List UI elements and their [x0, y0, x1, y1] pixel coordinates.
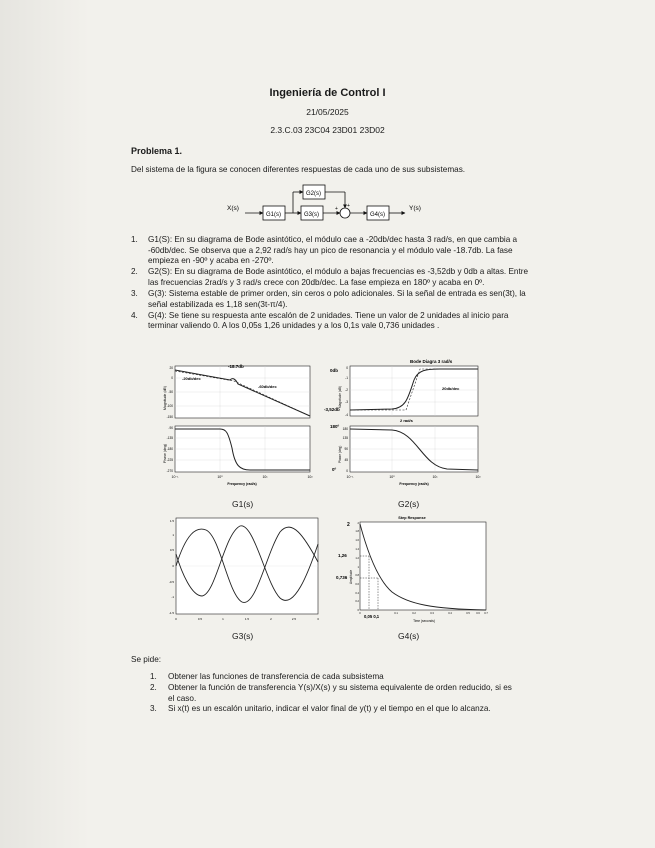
g1-freq-tick: 10⁻¹ — [171, 475, 179, 479]
g2-phase-tick: 180 — [342, 427, 348, 431]
g1-mag-tick: -50 — [168, 390, 173, 394]
g2-annotation-slope: 20db/dec — [442, 386, 460, 391]
g3-x-tick: 2.5 — [291, 617, 297, 621]
g1-caption: G1(s) — [232, 499, 254, 509]
block-g3: G3(s) — [304, 212, 319, 218]
g2-annotation-0db: 0db — [330, 368, 339, 373]
g2-phase-tick: 135 — [342, 436, 348, 440]
g1-mag-tick: 0 — [171, 376, 173, 380]
g2-bode-plot — [322, 358, 492, 488]
g2-mag-tick: -4 — [345, 413, 348, 417]
block-g1: G1(s) — [266, 212, 281, 218]
problem-intro: Del sistema de la figura se conocen diferentes respuestas de cada uno de sus subsistemas. — [131, 165, 466, 174]
g2-phase-ylabel: Phase (deg) — [338, 445, 342, 463]
item-list — [131, 235, 531, 332]
g1-mag-tick: -150 — [166, 415, 173, 419]
exam-codes: 2.3.C.03 23C04 23D01 23D02 — [270, 125, 385, 135]
g4-y-tick: 1.6 — [355, 539, 359, 542]
g3-x-tick: 0 — [175, 617, 177, 621]
g3-x-tick: 0.5 — [197, 617, 203, 621]
g1-phase-ylabel: Phase (deg) — [163, 443, 167, 463]
g1-annotation-peak: -18.7db — [228, 364, 244, 369]
g2-freq-tick: 10⁻¹ — [346, 475, 354, 479]
list-item: 1. G1(S): En su diagrama de Bode asintótico, el módulo cae a -20db/dec hasta 3 rad/s, en que cambia a -60db/dec. Se observa que a 2,92 rad/s hay un pico de resonancia y el módulo vale -18.7db. La fase empieza en -90º y acaba en -270º. — [131, 235, 518, 266]
g4-x-tick: 0.1 — [394, 612, 398, 615]
g3-y-tick: 0 — [172, 564, 174, 568]
g3-y-tick: -0.5 — [168, 580, 174, 584]
block-g2: G2(s) — [306, 191, 321, 197]
g2-mag-tick: -1 — [345, 376, 348, 380]
g4-title: Step Response — [398, 516, 426, 520]
g4-annotation-times: 0,05 0,1 — [364, 614, 380, 619]
g2-mag-tick: -3 — [345, 400, 348, 404]
g4-y-tick: 0 — [357, 609, 359, 612]
g4-x-tick: 0 — [359, 612, 361, 615]
block-input-label: X(s) — [227, 205, 239, 212]
g2-freq-tick: 10² — [475, 475, 481, 479]
block-output-label: Y(s) — [409, 205, 421, 212]
g2-annotation-2rad: 2 rad/s — [400, 418, 413, 423]
g2-annotation-low: -3,52db — [324, 407, 340, 412]
g4-x-tick: 0.4 — [448, 612, 452, 615]
g4-x-tick: 0.6 — [476, 612, 480, 615]
problem-heading: Problema 1. — [131, 146, 183, 156]
block-g4: G4(s) — [370, 212, 385, 218]
questions-heading: Se pide: — [131, 655, 162, 664]
g4-annotation-2: 2 — [347, 522, 350, 528]
g1-freq-tick: 10¹ — [262, 475, 268, 479]
g1-mag-ylabel: Magnitude (dB) — [163, 386, 167, 410]
g2-annotation-phase-end: 0º — [332, 467, 337, 472]
g2-freq-tick: 10⁰ — [389, 475, 395, 479]
g4-y-tick: 0.4 — [355, 592, 359, 595]
sum-sign-top: + — [347, 203, 350, 209]
g3-y-tick: 1.5 — [169, 519, 174, 523]
g1-mag-tick: -100 — [166, 404, 173, 408]
g4-y-tick: 1.2 — [355, 557, 359, 560]
exam-date: 21/05/2025 — [306, 107, 349, 117]
g4-y-tick: 1 — [357, 566, 359, 569]
g4-xlabel: Time (seconds) — [413, 619, 435, 623]
g1-annotation-slope2: -60db/dec — [258, 384, 277, 389]
g2-title: Bode Diagra 3 rad/s — [410, 359, 453, 364]
g3-y-tick: 0.5 — [169, 548, 174, 552]
g4-y-tick: 0.2 — [355, 600, 359, 603]
g4-step-plot — [332, 514, 490, 626]
g3-y-tick: 1 — [172, 533, 174, 537]
g4-annotation-0736: 0,736 — [336, 575, 348, 580]
g4-ylabel: Amplitude — [349, 569, 353, 584]
g3-y-tick: -1 — [171, 595, 174, 599]
g2-phase-tick: 45 — [344, 458, 348, 462]
g1-phase-tick: -90 — [168, 426, 173, 430]
g1-annotation-slope1: -20db/dec — [182, 376, 201, 381]
g1-xlabel: Frequency (rad/s) — [227, 482, 257, 486]
list-item: 2. Obtener la función de transferencia Y(s)/X(s) y su sistema equivalente de orden reducido, si es el caso. — [150, 682, 512, 703]
g4-y-tick: 0.8 — [355, 574, 359, 577]
g1-phase-tick: -270 — [166, 469, 173, 473]
g1-freq-tick: 10⁰ — [217, 475, 223, 479]
g3-x-tick: 3 — [317, 617, 319, 621]
g1-phase-tick: -180 — [166, 447, 173, 451]
g4-y-tick: 0.6 — [355, 583, 359, 586]
g3-caption: G3(s) — [232, 631, 254, 641]
g1-bode-plot — [160, 358, 320, 488]
g3-x-tick: 1.5 — [244, 617, 250, 621]
list-item: 1. Obtener las funciones de transferencia de cada subsistema — [150, 672, 384, 681]
g3-x-tick: 1 — [222, 617, 224, 621]
list-item: 4. G(4): Se tiene su respuesta ante escalón de 2 unidades. Tiene un valor de 2 unidades al inicio para terminar valiendo 0. A los 0,05s 1,26 unidades y a los 0,1s vale 0,736 unidades . — [131, 310, 509, 331]
block-diagram — [225, 180, 435, 230]
g3-x-tick: 2 — [270, 617, 272, 621]
g4-annotation-126: 1,26 — [338, 553, 347, 558]
g4-x-tick: 0.7 — [484, 612, 488, 615]
g3-time-plot — [162, 514, 324, 626]
g2-freq-tick: 10¹ — [432, 475, 438, 479]
g4-y-tick: 2 — [357, 522, 359, 525]
g1-phase-tick: -225 — [166, 458, 173, 462]
g1-phase-tick: -135 — [166, 436, 173, 440]
g2-xlabel: Frequency (rad/s) — [399, 482, 429, 486]
g4-x-tick: 0.3 — [430, 612, 434, 615]
g2-phase-tick: 0 — [346, 469, 348, 473]
g4-caption: G4(s) — [398, 631, 420, 641]
g2-mag-tick: -2 — [345, 388, 348, 392]
g2-caption: G2(s) — [398, 499, 420, 509]
g2-mag-tick: 0 — [346, 366, 348, 370]
g4-x-tick: 0.2 — [412, 612, 416, 615]
g2-phase-tick: 90 — [344, 447, 348, 451]
list-item: 3. Si x(t) es un escalón unitario, indicar el valor final de y(t) y el tiempo en el que lo alcanza. — [150, 704, 491, 714]
g3-y-tick: -1.5 — [168, 611, 174, 615]
sum-sign-left: + — [335, 206, 338, 212]
list-item: 3. G(3): Sistema estable de primer orden, sin ceros o polo adicionales. Si la señal de entrada es sen(3t), la señal estabilizada es 1,18 sen(3t-π/4). — [131, 288, 526, 309]
g1-freq-tick: 10² — [307, 475, 313, 479]
g4-x-tick: 0.5 — [466, 612, 470, 615]
g2-mag-ylabel: Magnitude (dB) — [338, 386, 342, 408]
exam-title: Ingeniería de Control I — [269, 87, 386, 99]
list-item: 2. G2(S): En su diagrama de Bode asintótico, el módulo a bajas frecuencias es -3,52db y 0db a altas. Entre las frecuencias 2rad/s y 3 rad/s crece con 20db/dec. La fase empieza en 180º y acaba en 0º. — [131, 267, 529, 287]
g4-y-tick: 1.8 — [355, 530, 359, 533]
g4-y-tick: 1.4 — [355, 548, 359, 551]
question-list — [150, 672, 520, 715]
g1-mag-tick: 20 — [169, 366, 173, 370]
g2-annotation-phase-start: 180º — [330, 424, 340, 429]
